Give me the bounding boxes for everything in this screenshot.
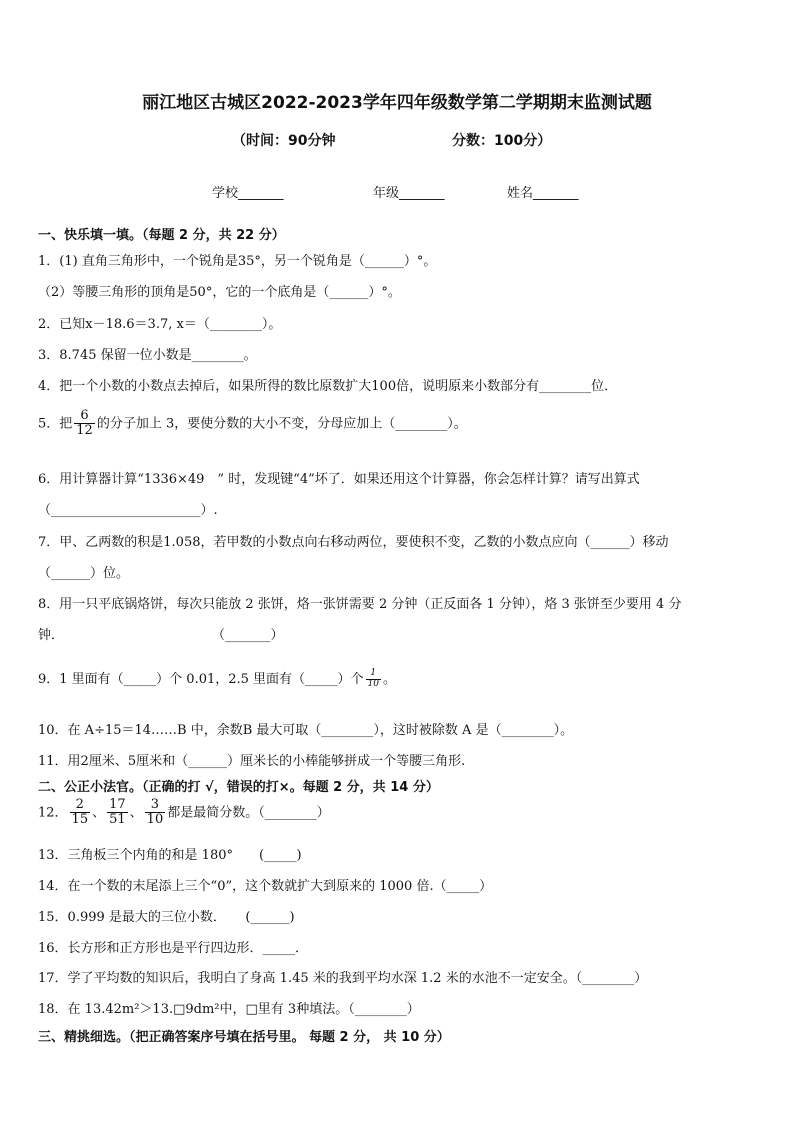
fraction-numerator: 6 — [80, 408, 89, 423]
question-5-prefix: 5．把 — [38, 416, 73, 432]
fraction-denominator: 10 — [367, 679, 380, 689]
question-5-suffix: 的分子加上 3，要使分数的大小不变，分母应加上（________）。 — [96, 416, 467, 432]
fraction-1-10 — [366, 669, 381, 690]
fraction-6-12 — [74, 409, 95, 439]
question-15: 15．0.999 是最大的三位小数． (______) — [38, 910, 295, 925]
section-2-heading: 二、公正小法官。（正确的打 √，错误的打×。每题 2 分，共 14 分） — [38, 780, 439, 795]
fraction-numerator: 17 — [109, 797, 126, 812]
question-8b: 钟． — [38, 628, 65, 643]
exam-score: 分数：100分） — [452, 133, 552, 149]
question-12-prefix: 12． — [38, 805, 68, 821]
question-8a: 8．用一只平底锅烙饼，每次只能放 2 张饼，烙一张饼需要 2 分钟（正反面各 1 分钟），烙 3 张饼至少要用 4 分 — [38, 597, 682, 612]
question-1a: 1．(1) 直角三角形中，一个锐角是35°，另一个锐角是（______）°。 — [38, 254, 437, 269]
exam-title: 丽江地区古城区2022-2023学年四年级数学第二学期期末监测试题 — [142, 93, 652, 113]
fraction-numerator: 3 — [150, 797, 160, 812]
question-10: 10．在 A÷15＝14……B 中，余数B 最大可取（________），这时被除数 A 是（________）。 — [38, 723, 574, 738]
question-7b: （______）位。 — [38, 566, 130, 581]
section-1-heading: 一、快乐填一填。（每题 2 分，共 22 分） — [38, 228, 285, 243]
question-1b: （2）等腰三角形的顶角是50°，它的一个底角是（______）°。 — [38, 285, 401, 300]
fraction-3-10 — [145, 798, 166, 828]
question-17: 17．学了平均数的知识后，我明白了身高 1.45 米的我到平均水深 1.2 米的水池不一定安全。（________） — [38, 971, 648, 986]
question-5 — [38, 409, 467, 439]
question-3: 3．8.745 保留一位小数是________。 — [38, 348, 257, 363]
fraction-denominator: 15 — [71, 812, 89, 828]
question-12-suffix: 都是最简分数。（________） — [167, 805, 330, 821]
question-2: 2．已知x－18.6＝3.7, x＝（________）。 — [38, 317, 282, 332]
section-3-heading: 三、精挑细选。（把正确答案序号填在括号里。 每题 2 分， 共 10 分） — [38, 1030, 450, 1045]
question-12 — [38, 798, 330, 828]
exam-time: （时间：90分钟 — [232, 133, 336, 149]
question-4: 4．把一个小数的小数点去掉后，如果所得的数比原数扩大100倍，说明原来小数部分有________位． — [38, 379, 618, 394]
question-18: 18．在 13.42m²＞13.□9dm²中，□里有 3种填法。（________） — [38, 1002, 420, 1017]
fraction-2-15 — [70, 798, 91, 828]
fraction-numerator: 1 — [370, 668, 377, 679]
fraction-denominator: 12 — [76, 423, 93, 439]
name-field[interactable]: 姓名_______ — [507, 186, 579, 201]
question-16: 16．长方形和正方形也是平行四边形．_____． — [38, 941, 309, 956]
fraction-17-51 — [107, 798, 128, 828]
separator: 、 — [129, 805, 143, 821]
question-13: 13．三角板三个内角的和是 180° (_____) — [38, 848, 302, 863]
fraction-denominator: 10 — [146, 812, 164, 828]
question-9-prefix: 9．1 里面有（_____）个 0.01，2.5 里面有（_____）个 — [38, 672, 364, 687]
question-7a: 7．甲、乙两数的积是1.058，若甲数的小数点向右移动两位，要使积不变，乙数的小数点应向（______）移动 — [38, 535, 669, 550]
school-field[interactable]: 学校_______ — [212, 186, 284, 201]
separator: 、 — [92, 805, 106, 821]
grade-field[interactable]: 年级_______ — [373, 186, 445, 201]
question-6a: 6．用计算器计算“1336×49 ” 时，发现键“4”坏了．如果还用这个计算器，你会怎样计算？请写出算式 — [38, 472, 640, 487]
question-6b: （_______________________）. — [38, 503, 218, 518]
question-8-answer: （_______） — [212, 628, 284, 643]
question-14: 14．在一个数的末尾添上三个“0”，这个数就扩大到原来的 1000 倍.（_____） — [38, 879, 493, 894]
question-11: 11．用2厘米、5厘米和（______）厘米长的小棒能够拼成一个等腰三角形. — [38, 754, 466, 769]
question-9 — [38, 668, 396, 690]
question-9-suffix: 。 — [383, 672, 397, 687]
fraction-numerator: 2 — [75, 797, 84, 812]
fraction-denominator: 51 — [109, 812, 126, 828]
